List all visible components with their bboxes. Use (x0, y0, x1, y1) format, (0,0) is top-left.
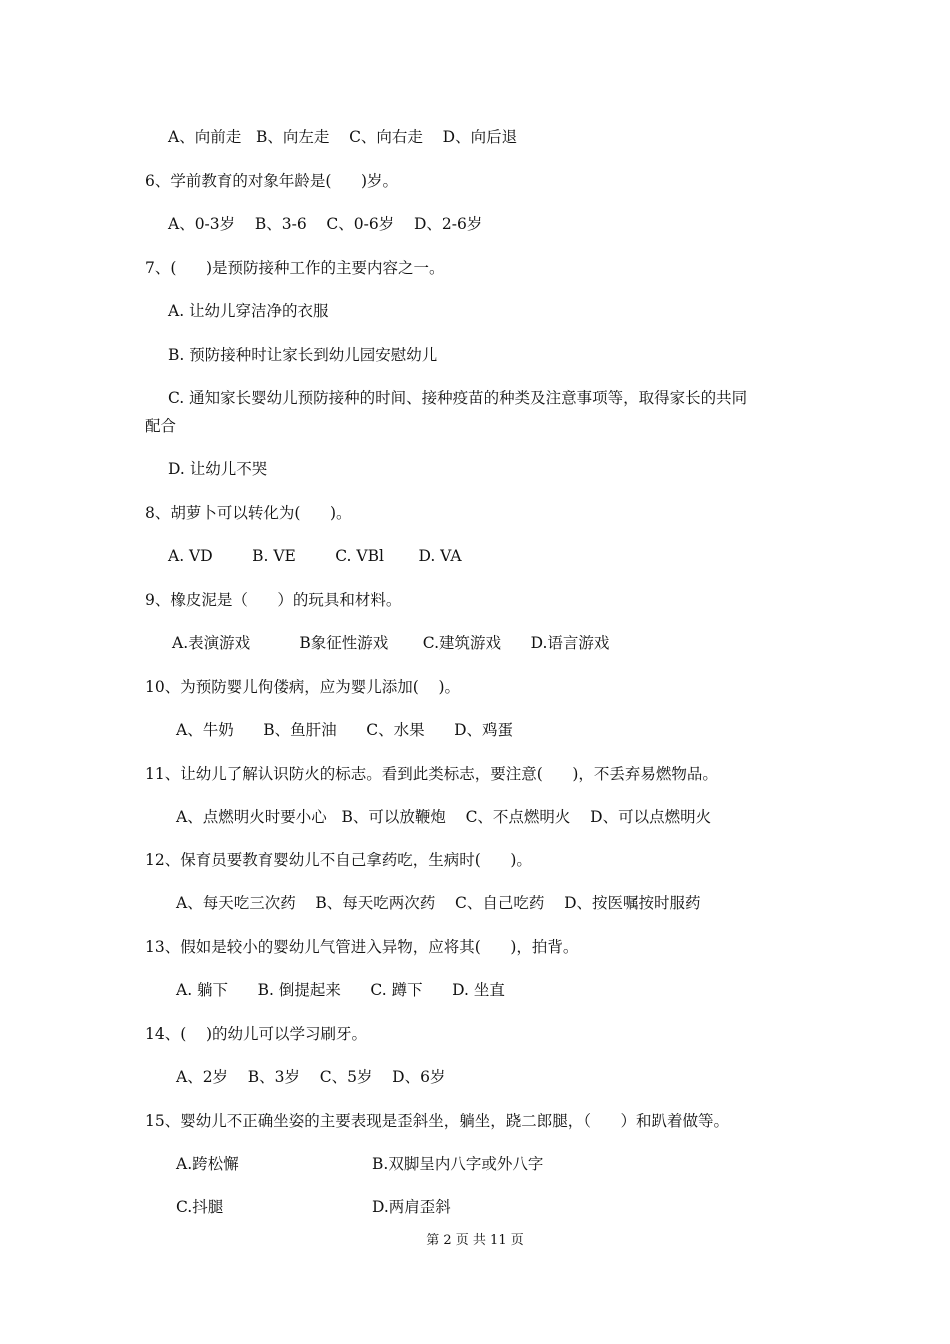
q14-options: A、2岁 B、3岁 C、5岁 D、6岁 (176, 1068, 446, 1086)
q9-options: A.表演游戏 B象征性游戏 C.建筑游戏 D.语言游戏 (172, 634, 610, 652)
question-8: 8、胡萝卜可以转化为( )。 (145, 504, 352, 522)
q15-option-c: C.抖腿 (176, 1198, 224, 1216)
question-15: 15、婴幼儿不正确坐姿的主要表现是歪斜坐，躺坐，跷二郎腿，（ ）和趴着做等。 (145, 1112, 730, 1130)
question-10: 10、为预防婴儿佝偻病，应为婴儿添加( )。 (145, 678, 461, 696)
q6-options: A、0-3岁 B、3-6 C、0-6岁 D、2-6岁 (168, 215, 483, 233)
question-14: 14、( )的幼儿可以学习刷牙。 (145, 1025, 368, 1043)
q15-option-b: B.双脚呈内八字或外八字 (372, 1155, 544, 1173)
question-6: 6、学前教育的对象年龄是( )岁。 (145, 172, 399, 190)
question-11: 11、让幼儿了解认识防火的标志。看到此类标志，要注意( )，不丢弃易燃物品。 (145, 765, 718, 783)
question-13: 13、假如是较小的婴幼儿气管进入异物，应将其( )，拍背。 (145, 938, 579, 956)
q13-options: A. 躺下 B. 倒提起来 C. 蹲下 D. 坐直 (176, 981, 505, 999)
q7-option-b: B. 预防接种时让家长到幼儿园安慰幼儿 (168, 346, 438, 364)
q7-option-c-continued: 配合 (145, 417, 177, 435)
q8-options: A. VD B. VE C. VBl D. VA (168, 547, 462, 565)
page-footer: 第 2 页 共 11 页 (426, 1233, 524, 1248)
q15-option-d: D.两肩歪斜 (372, 1198, 451, 1216)
q7-option-d: D. 让幼儿不哭 (168, 460, 268, 478)
q12-options: A、每天吃三次药 B、每天吃两次药 C、自己吃药 D、按医嘱按时服药 (176, 894, 701, 912)
q7-option-a: A. 让幼儿穿洁净的衣服 (168, 302, 329, 320)
q15-option-a: A.跨松懈 (176, 1155, 239, 1173)
q10-options: A、牛奶 B、鱼肝油 C、水果 D、鸡蛋 (176, 721, 514, 739)
q7-option-c: C. 通知家长婴幼儿预防接种的时间、接种疫苗的种类及注意事项等，取得家长的共同 (168, 389, 748, 407)
q11-options: A、点燃明火时要小心 B、可以放鞭炮 C、不点燃明火 D、可以点燃明火 (176, 808, 712, 826)
question-12: 12、保育员要教育婴幼儿不自己拿药吃，生病时( )。 (145, 851, 532, 869)
question-9: 9、橡皮泥是（ ）的玩具和材料。 (145, 591, 402, 609)
question-7: 7、( )是预防接种工作的主要内容之一。 (145, 259, 445, 277)
q5-options: A、向前走 B、向左走 C、向右走 D、向后退 (168, 128, 518, 146)
